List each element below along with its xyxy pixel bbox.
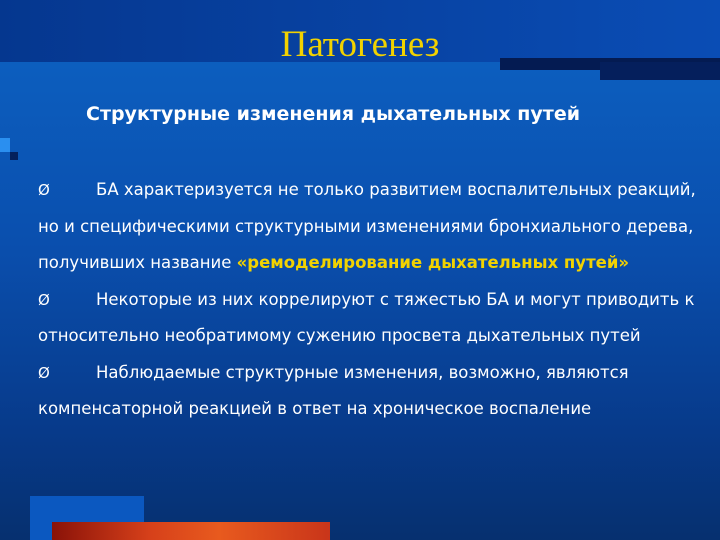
highlight-term: «ремоделирование дыхательных путей»	[236, 253, 630, 272]
slide-title: Патогенез	[280, 24, 440, 65]
slide-subtitle: Структурные изменения дыхательных путей	[86, 103, 581, 125]
bullet-text: Наблюдаемые структурные изменения, возможно, являются компенсаторной реакцией в ответ на хроническое воспаление	[38, 362, 629, 418]
arrow-bullet-icon: Ø	[38, 290, 50, 309]
bullet-text: БА характеризуется не только развитием воспалительных реакций, но и специфическими структурными изменениями бронхиального дерева, получивших название	[38, 180, 696, 272]
bullet-item	[38, 172, 703, 282]
arrow-bullet-icon: Ø	[38, 181, 50, 199]
decorative-square	[0, 138, 10, 152]
arrow-bullet-icon: Ø	[38, 363, 50, 382]
bullet-text: Некоторые из них коррелируют с тяжестью БА и могут приводить к относительно необратимому сужению просвета дыхательных путей	[38, 289, 695, 345]
bullet-item	[38, 282, 703, 355]
slide-body	[38, 172, 703, 428]
bullet-item	[38, 355, 703, 428]
decorative-square	[10, 152, 18, 160]
accent-bar	[52, 522, 330, 540]
